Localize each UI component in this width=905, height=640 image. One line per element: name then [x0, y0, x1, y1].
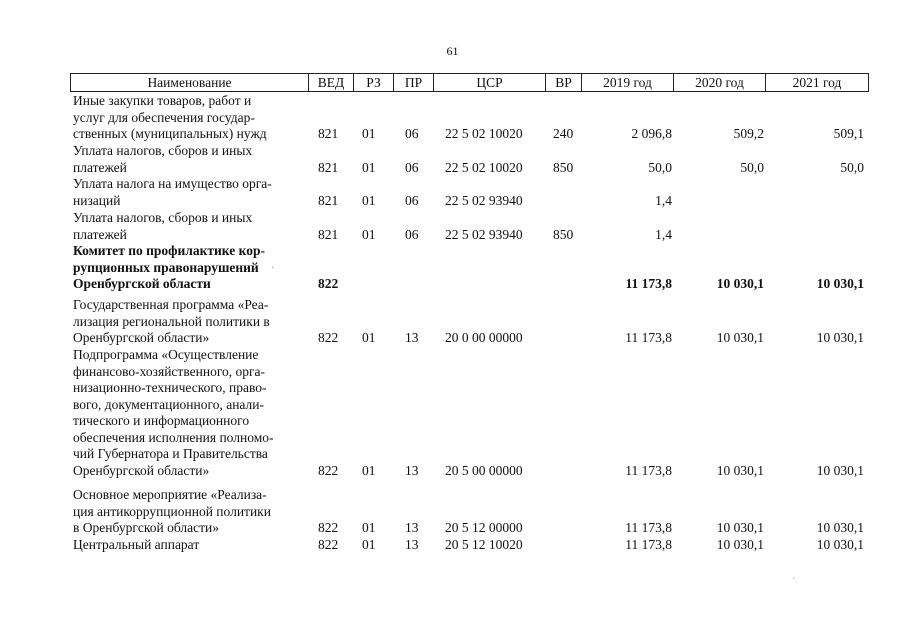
row-value-2019: 11 173,8	[625, 537, 672, 552]
row-value-2020: 10 030,1	[716, 330, 764, 345]
row-value-2019: 11 173,8	[625, 276, 672, 291]
row-ved: 821	[318, 126, 339, 141]
row-rz: 01	[362, 537, 376, 552]
row-name-line: обеспечения исполнения полномо-	[73, 429, 274, 445]
row-name-line: лизация региональной политики в	[73, 313, 270, 329]
header-2020: 2020 год	[674, 74, 766, 92]
row-csr: 22 5 02 93940	[445, 226, 523, 242]
header-pr: ПР	[394, 74, 434, 92]
row-name-line: платежей	[73, 159, 127, 175]
scan-speck: ·	[271, 263, 275, 274]
row-name-line: ственных (муниципальных) нужд	[73, 126, 267, 141]
row-rz: 01	[362, 192, 376, 208]
row-name-line: Уплата налога на имущество орга-	[73, 176, 272, 191]
row-name-line: Основное мероприятие «Реализа-	[73, 487, 267, 502]
row-pr: 06	[405, 159, 419, 175]
row-ved: 822	[318, 330, 339, 345]
row-value-2020: 10 030,1	[716, 520, 764, 535]
row-name	[73, 210, 308, 243]
row-name-line: Комитет по профилактике кор-	[73, 243, 265, 258]
row-csr: 22 5 02 10020	[445, 159, 523, 175]
row-name-line: Подпрограмма «Осуществление	[73, 347, 259, 362]
row-csr: 20 5 12 10020	[445, 537, 523, 552]
row-name-line: Уплата налогов, сборов и иных	[73, 210, 253, 225]
row-value-2020: 10 030,1	[716, 537, 764, 552]
row-name	[73, 537, 308, 554]
row-pr: 13	[405, 537, 419, 552]
header-rz: РЗ	[354, 74, 394, 92]
row-name-line: Центральный аппарат	[73, 537, 200, 552]
row-ved: 822	[318, 520, 339, 535]
row-name-line: платежей	[73, 226, 127, 242]
row-csr: 22 5 02 10020	[445, 126, 523, 141]
row-name-line: чий Губернатора и Правительства	[73, 446, 268, 461]
row-vr: 850	[553, 159, 574, 175]
row-name-line: Оренбургской области»	[73, 462, 210, 478]
row-name-line: низаций	[73, 192, 121, 208]
row-name-line: тического и информационного	[73, 413, 250, 428]
row-value-2021: 10 030,1	[816, 462, 864, 478]
row-name-line: Оренбургской области»	[73, 330, 210, 345]
row-ved: 822	[318, 462, 339, 478]
row-name-line: Иные закупки товаров, работ и	[73, 93, 252, 108]
row-pr: 13	[405, 462, 419, 478]
row-name-line: вого, документационного, анали-	[73, 396, 264, 412]
row-rz: 01	[362, 462, 376, 478]
row-rz: 01	[362, 330, 376, 345]
row-csr: 20 0 00 00000	[445, 330, 523, 345]
header-2019: 2019 год	[582, 74, 674, 92]
row-name	[73, 487, 308, 537]
row-rz: 01	[362, 226, 376, 242]
row-value-2021: 10 030,1	[816, 276, 864, 291]
row-pr: 06	[405, 192, 419, 208]
row-name-line: финансово-хозяйственного, орга-	[73, 363, 266, 379]
header-name: Наименование	[71, 74, 309, 92]
row-value-2019: 1,4	[655, 192, 672, 208]
header-vr: ВР	[546, 74, 582, 92]
row-name	[73, 176, 308, 209]
row-ved: 821	[318, 192, 339, 208]
row-csr: 22 5 02 93940	[445, 192, 523, 208]
row-value-2019: 1,4	[655, 226, 672, 242]
row-name-line: в Оренбургской области»	[73, 520, 219, 535]
row-name-line: рупционных правонарушений	[73, 259, 259, 275]
row-name-line: Государственная программа «Реа-	[73, 297, 269, 312]
row-value-2021: 10 030,1	[816, 520, 864, 535]
table-header	[70, 73, 869, 92]
row-rz: 01	[362, 126, 376, 141]
row-rz: 01	[362, 159, 376, 175]
row-name	[73, 347, 308, 479]
row-ved: 822	[318, 537, 339, 552]
header-ved: ВЕД	[309, 74, 354, 92]
header-csr: ЦСР	[434, 74, 546, 92]
row-value-2019: 2 096,8	[631, 126, 672, 141]
row-pr: 13	[405, 520, 419, 535]
row-name	[73, 297, 308, 347]
row-value-2020: 10 030,1	[716, 276, 764, 291]
row-pr: 06	[405, 126, 419, 141]
row-value-2020: 50,0	[740, 159, 764, 175]
row-name-line: Уплата налогов, сборов и иных	[73, 143, 253, 158]
row-csr: 20 5 00 00000	[445, 462, 523, 478]
row-value-2019: 11 173,8	[625, 462, 672, 478]
row-ved: 822	[318, 276, 339, 291]
row-value-2019: 50,0	[648, 159, 672, 175]
page-number: 61	[446, 44, 459, 58]
row-csr: 20 5 12 00000	[445, 520, 523, 535]
row-pr: 06	[405, 226, 419, 242]
row-name-line: Оренбургской области	[73, 276, 211, 291]
row-name	[73, 143, 308, 176]
row-value-2021: 10 030,1	[816, 537, 864, 552]
row-name-line: низационно-технического, право-	[73, 380, 267, 395]
row-name	[73, 93, 308, 143]
row-value-2021: 509,1	[833, 126, 864, 141]
row-value-2019: 11 173,8	[625, 330, 672, 345]
row-vr: 240	[553, 126, 574, 141]
row-value-2021: 10 030,1	[816, 330, 864, 345]
row-vr: 850	[553, 226, 574, 242]
row-value-2020: 509,2	[733, 126, 764, 141]
row-value-2019: 11 173,8	[625, 520, 672, 535]
row-ved: 821	[318, 159, 339, 175]
row-value-2020: 10 030,1	[716, 462, 764, 478]
header-2021: 2021 год	[766, 74, 869, 92]
row-value-2021: 50,0	[840, 159, 864, 175]
row-rz: 01	[362, 520, 376, 535]
row-ved: 821	[318, 226, 339, 242]
row-name-line: услуг для обеспечения государ-	[73, 109, 255, 125]
scan-speck: ·	[792, 574, 796, 585]
row-name-line: ция антикоррупционной политики	[73, 503, 271, 519]
row-pr: 13	[405, 330, 419, 345]
